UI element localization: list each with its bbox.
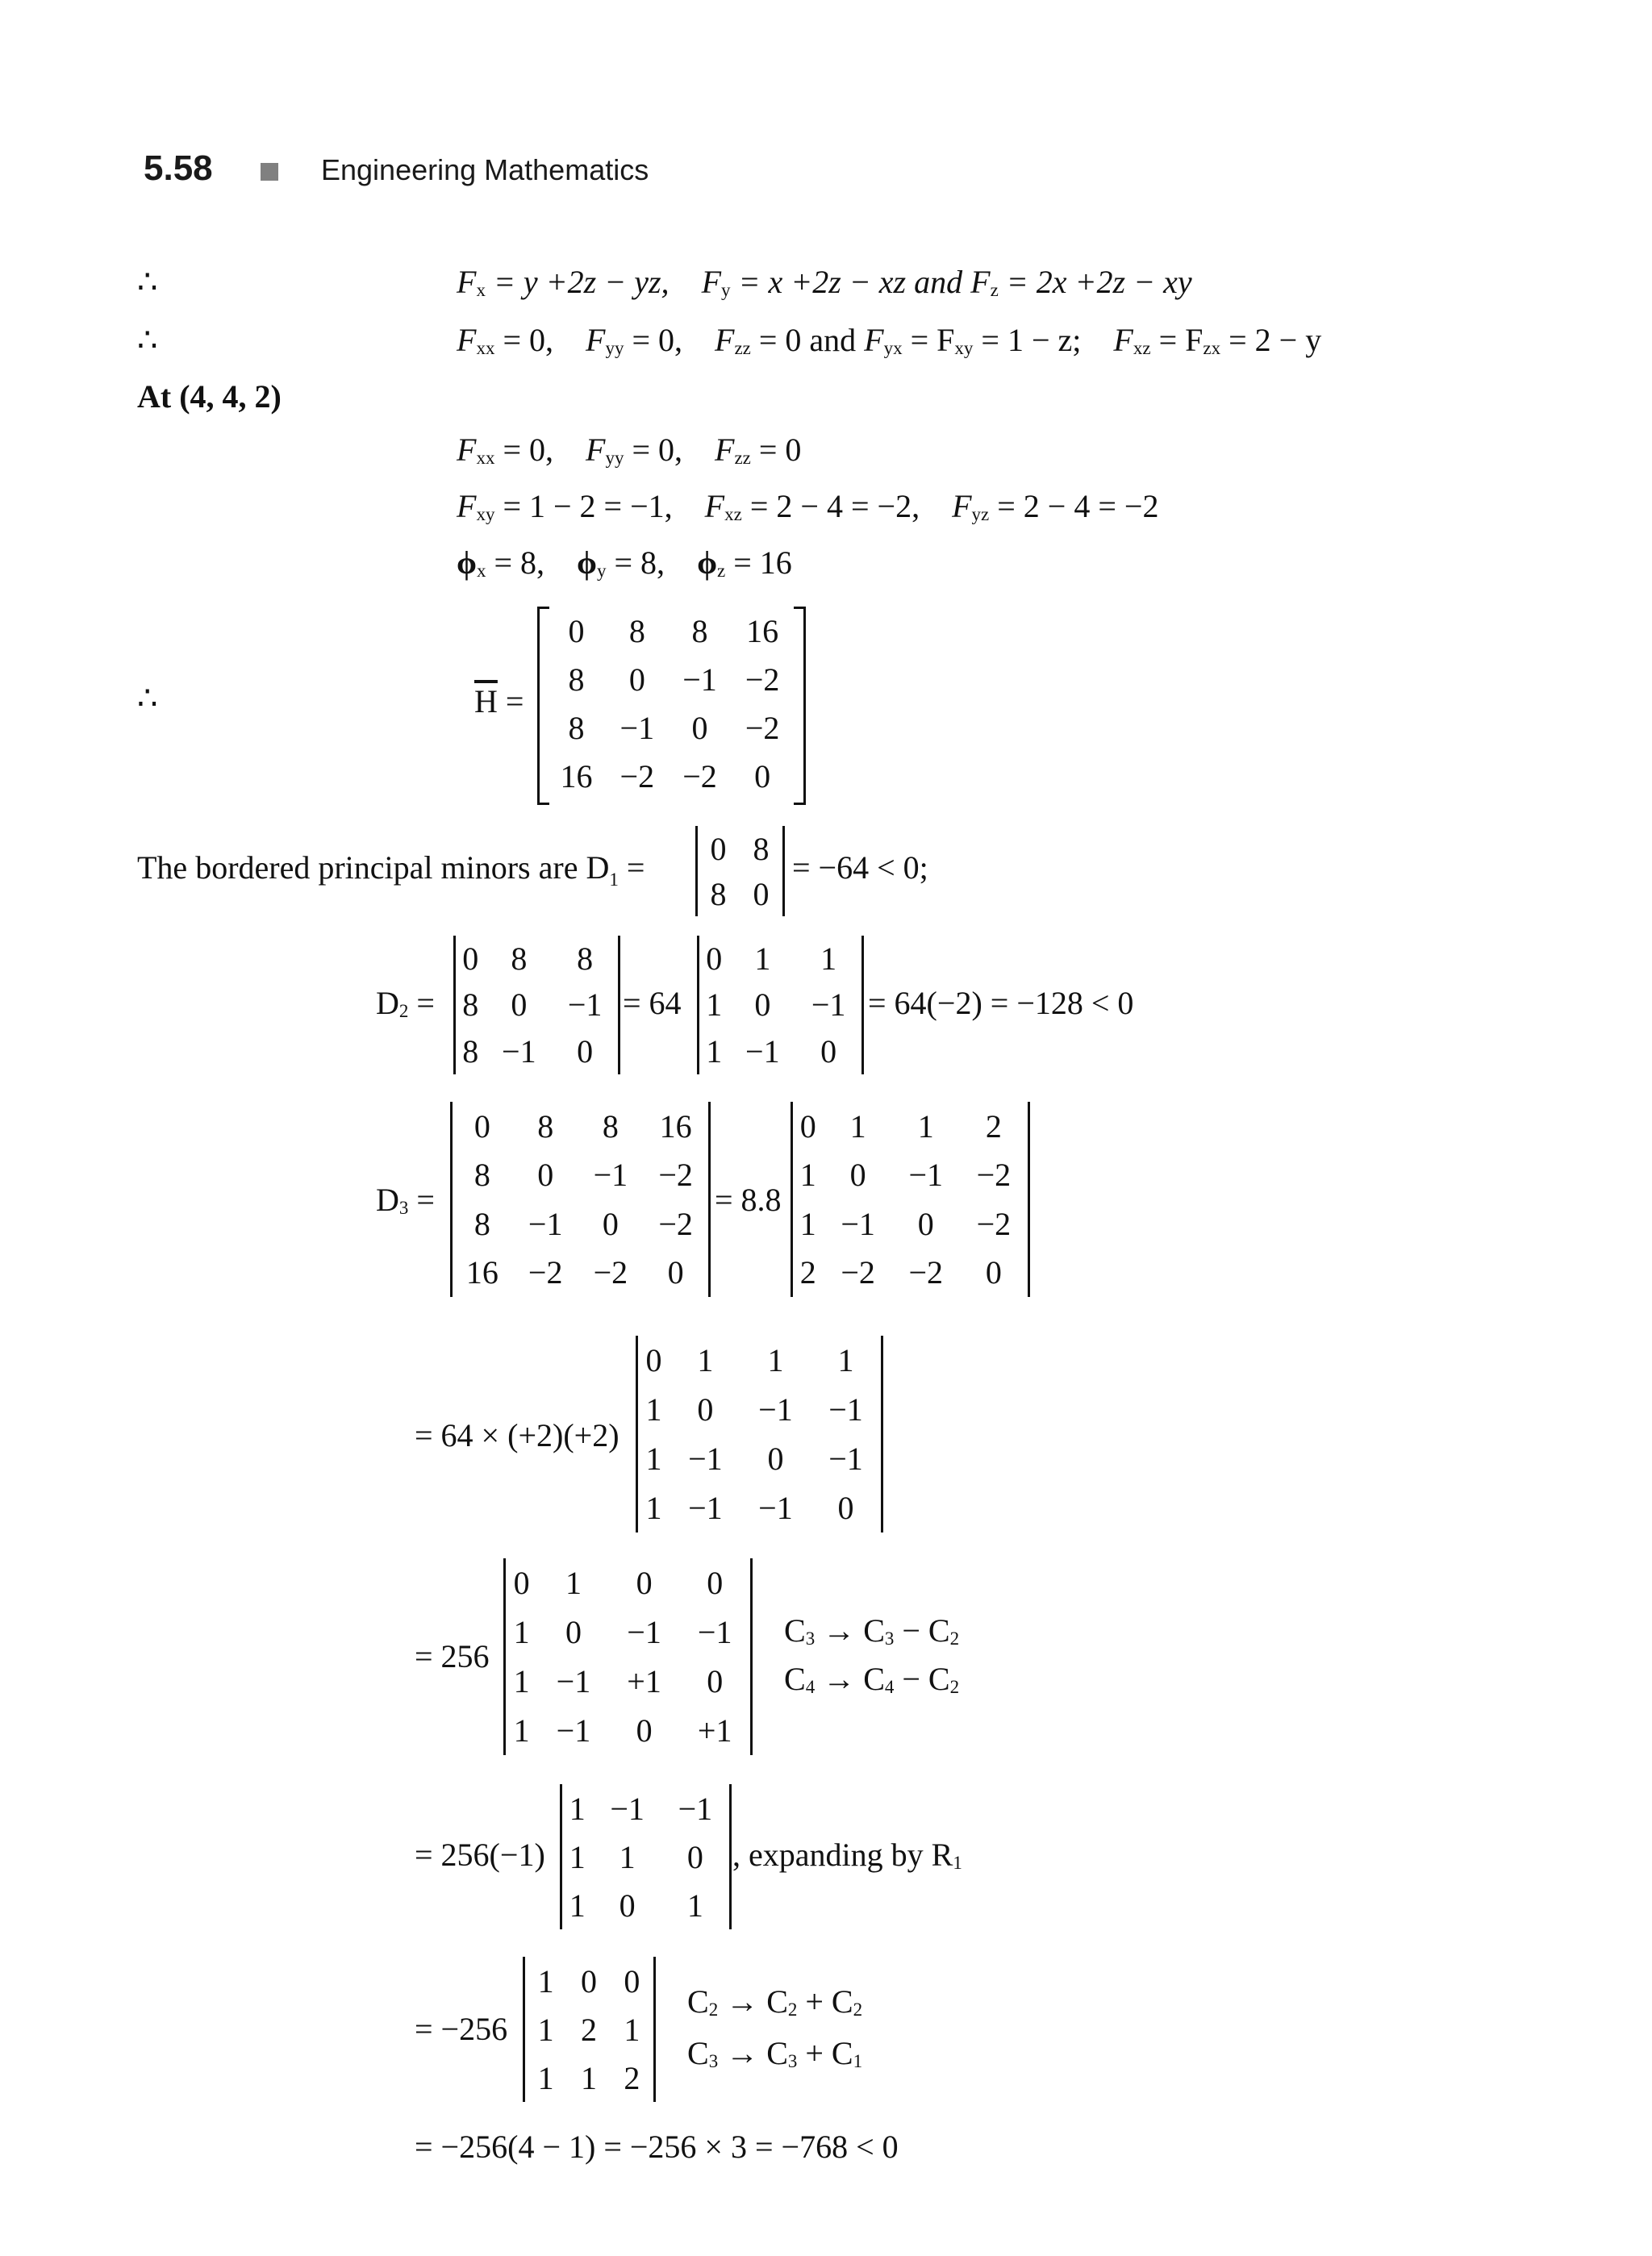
matrix-cell: 8 [628, 612, 645, 649]
matrix-cell: 0 [707, 1663, 724, 1699]
matrix-cell: 0 [568, 612, 585, 649]
matrix-row [547, 655, 794, 703]
matrix-cell: 8 [473, 1205, 490, 1242]
matrix-cell: 0 [462, 940, 479, 978]
matrix-cell: −2 [745, 661, 780, 698]
matrix-cell: −2 [528, 1254, 563, 1291]
matrix-row [455, 1028, 618, 1074]
matrix-cell: −2 [682, 757, 717, 794]
matrix-cell: 1 [706, 1032, 723, 1070]
matrix-cell: 0 [767, 1441, 784, 1477]
matrix-row [699, 982, 861, 1028]
matrix-cell: 1 [799, 1157, 816, 1194]
matrix-cell: 1 [820, 940, 837, 978]
matrix-cell: −1 [556, 1663, 591, 1699]
at-line-2: $F_{xy} = 1 - 2 = -1$, $F_{xz} = 2 - 4 = -2$, $F_{yz} = 2 - 4 = -2$ [457, 488, 1159, 524]
d2-result: = 64(−2) = −128 < 0 [868, 985, 1134, 1021]
matrix-cell: 2 [624, 2059, 640, 2096]
step2-op-1: $C_3 \to C_3 - C_2$ [784, 1612, 960, 1649]
matrix-cell: 0 [628, 661, 645, 698]
matrix-cell: 2 [580, 2011, 597, 2048]
matrix-cell: −1 [678, 1790, 713, 1827]
matrix-cell: −1 [828, 1441, 863, 1477]
matrix-cell: −2 [658, 1157, 693, 1194]
matrix-cell: 0 [799, 1107, 816, 1145]
det-d3b-right-bar [1028, 1102, 1030, 1297]
matrix-cell: 1 [849, 1107, 866, 1145]
matrix-row [547, 703, 794, 752]
matrix-cell: 8 [537, 1107, 554, 1145]
at-line-1: $F_{xx} = 0$, $F_{yy} = 0$, $F_{zz} = 0$ [457, 432, 802, 468]
matrix-cell: 0 [985, 1254, 1002, 1291]
matrix-cell: 8 [577, 940, 594, 978]
matrix-cell: 8 [462, 986, 479, 1024]
step4-op-1: $C_2 \to C_2 + C_2$ [687, 1983, 863, 2020]
matrix-cell: 1 [706, 986, 723, 1024]
det-d2b-right-bar [861, 936, 864, 1074]
matrix-cell: 1 [697, 1342, 714, 1378]
matrix-row [455, 936, 618, 982]
step1-factor: = 64 × (+2)(+2) [415, 1417, 620, 1453]
matrix-cell: −2 [841, 1254, 875, 1291]
header-square-icon [261, 163, 278, 181]
matrix-cell: 0 [754, 986, 771, 1024]
matrix-cell: +1 [697, 1712, 732, 1749]
matrix-cell: 0 [710, 830, 727, 867]
matrix-cell: 0 [754, 757, 771, 794]
therefore-symbol-1: ∴ [137, 264, 158, 300]
matrix-row [637, 1483, 881, 1532]
matrix-cell: 0 [577, 1032, 594, 1070]
matrix-row [452, 1199, 708, 1249]
matrix-cell: −1 [697, 1614, 732, 1650]
matrix-row [792, 1249, 1028, 1298]
det-s4 [524, 1957, 653, 2102]
matrix-row [547, 752, 794, 800]
matrix-cell: −2 [620, 757, 655, 794]
matrix-cell: 0 [602, 1205, 619, 1242]
d3-label: $D_3$ = [376, 1182, 435, 1218]
matrix-cell: 2 [799, 1254, 816, 1291]
matrix-cell: 1 [569, 1887, 586, 1924]
matrix-row [455, 982, 618, 1028]
matrix-cell: 8 [462, 1032, 479, 1070]
h-bar-label: $\overline{H}$ = [474, 683, 524, 719]
matrix-cell: 0 [619, 1887, 636, 1924]
book-title: Engineering Mathematics [321, 153, 649, 186]
matrix-cell: −1 [841, 1205, 875, 1242]
matrix-cell: 1 [799, 1205, 816, 1242]
matrix-cell: 1 [754, 940, 771, 978]
step4-factor: = −256 [415, 2011, 508, 2047]
matrix-cell: 0 [537, 1157, 554, 1194]
matrix-cell: −1 [610, 1790, 645, 1827]
det-d2b [699, 936, 861, 1074]
matrix-cell: 0 [667, 1254, 684, 1291]
matrix-cell: 8 [568, 709, 585, 746]
matrix-row [547, 607, 794, 655]
matrix-cell: 2 [985, 1107, 1002, 1145]
matrix-cell: 0 [686, 1838, 703, 1875]
matrix-row [792, 1151, 1028, 1200]
matrix-cell: 16 [465, 1254, 499, 1291]
matrix-cell: 0 [565, 1614, 582, 1650]
second-partials-line: $F_{xx} = 0$, $F_{yy} = 0$, $F_{zz} = 0$ and $F_{yx} = F_{xy} = 1 - z$; $F_{xz} = F_{zx} = 2 - y$ [457, 322, 1322, 358]
matrix-row [561, 1833, 729, 1881]
matrix-h [547, 607, 794, 800]
matrix-cell: 8 [710, 875, 727, 912]
matrix-cell: 1 [837, 1342, 854, 1378]
matrix-cell: 8 [602, 1107, 619, 1145]
matrix-cell: 1 [513, 1663, 530, 1699]
therefore-symbol-3: ∴ [137, 680, 158, 716]
at-point-heading: At (4, 4, 2) [137, 378, 282, 415]
matrix-cell: −1 [688, 1441, 723, 1477]
matrix-cell: −2 [976, 1157, 1012, 1194]
det-s1-right-bar [881, 1336, 883, 1532]
matrix-cell: −1 [620, 709, 655, 746]
matrix-row [452, 1102, 708, 1151]
matrix-cell: 16 [659, 1107, 692, 1145]
matrix-row [699, 936, 861, 982]
matrix-cell: 8 [473, 1157, 490, 1194]
matrix-row [561, 1881, 729, 1929]
step2-factor: = 256 [415, 1638, 490, 1674]
det-d3a-right-bar [708, 1102, 711, 1297]
matrix-cell: 1 [513, 1614, 530, 1650]
det-s2 [505, 1558, 750, 1755]
therefore-symbol-2: ∴ [137, 322, 158, 358]
matrix-cell: −1 [528, 1205, 563, 1242]
matrix-cell: −1 [758, 1391, 793, 1428]
matrix-row [699, 1028, 861, 1074]
matrix-row [637, 1434, 881, 1483]
matrix-row [637, 1385, 881, 1434]
matrix-cell: 1 [537, 1962, 554, 2000]
matrix-cell: 1 [569, 1838, 586, 1875]
d2-factor: = 64 [623, 985, 682, 1021]
matrix-cell: 1 [569, 1790, 586, 1827]
matrix-row [637, 1336, 881, 1385]
matrix-cell: −1 [745, 1032, 780, 1070]
matrix-cell: 0 [473, 1107, 490, 1145]
matrix-cell: −1 [627, 1614, 661, 1650]
matrix-cell: −2 [658, 1205, 693, 1242]
matrix-cell: 1 [767, 1342, 784, 1378]
matrix-cell: 0 [691, 709, 708, 746]
matrix-cell: 16 [560, 757, 593, 794]
matrix-cell: 0 [645, 1342, 662, 1378]
matrix-row [524, 1957, 653, 2005]
det-d1-right-bar [782, 826, 785, 916]
matrix-cell: 8 [511, 940, 528, 978]
matrix-cell: 1 [537, 2011, 554, 2048]
det-s3 [561, 1784, 729, 1929]
page-number: 5.58 [144, 148, 213, 188]
matrix-cell: 1 [645, 1490, 662, 1526]
matrix-row [452, 1151, 708, 1200]
matrix-cell: −1 [758, 1490, 793, 1526]
matrix-cell: 0 [707, 1565, 724, 1601]
matrix-row [792, 1199, 1028, 1249]
det-d1 [697, 826, 782, 916]
matrix-row [524, 2054, 653, 2102]
matrix-cell: −2 [976, 1205, 1012, 1242]
matrix-cell: 0 [917, 1205, 934, 1242]
step3-factor: = 256(−1) [415, 1837, 545, 1873]
matrix-cell: 0 [513, 1565, 530, 1601]
matrix-row [505, 1706, 750, 1755]
det-d3a [452, 1102, 708, 1297]
d2-label: $D_2$ = [376, 985, 435, 1021]
det-s1 [637, 1336, 881, 1532]
matrix-cell: −1 [593, 1157, 628, 1194]
matrix-cell: 1 [917, 1107, 934, 1145]
matrix-cell: 0 [511, 986, 528, 1024]
matrix-cell: 0 [624, 1962, 640, 2000]
matrix-cell: 1 [645, 1441, 662, 1477]
matrix-cell: −1 [567, 986, 603, 1024]
matrix-cell: 0 [706, 940, 723, 978]
matrix-cell: 1 [537, 2059, 554, 2096]
matrix-cell: 0 [697, 1391, 714, 1428]
matrix-cell: 1 [565, 1565, 582, 1601]
matrix-row [792, 1102, 1028, 1151]
matrix-cell: 1 [624, 2011, 640, 2048]
matrix-cell: 16 [746, 612, 779, 649]
matrix-cell: −1 [556, 1712, 591, 1749]
matrix-cell: 8 [753, 830, 770, 867]
matrix-row [697, 871, 782, 916]
matrix-cell: −1 [502, 1032, 536, 1070]
d1-result: = −64 < 0; [792, 849, 928, 886]
first-partials-line: $F_x = y +2z$ − yz, $F_y = x +2z$ − xz and $F_z = 2x +2z$ − xy [457, 264, 1192, 300]
matrix-row [524, 2005, 653, 2054]
matrix-cell: −2 [745, 709, 780, 746]
det-s2-right-bar [750, 1558, 753, 1755]
matrix-row [452, 1249, 708, 1298]
bordered-intro-text: The bordered principal minors are $D_1$ = [137, 849, 645, 890]
d3-factor: = 8.8 [715, 1182, 782, 1218]
matrix-cell: 0 [837, 1490, 854, 1526]
matrix-cell: 1 [619, 1838, 636, 1875]
matrix-cell: 1 [686, 1887, 703, 1924]
matrix-row [561, 1784, 729, 1833]
step2-op-2: $C_4 \to C_4 - C_2$ [784, 1661, 960, 1697]
matrix-cell: 0 [580, 1962, 597, 2000]
step3-note: , expanding by $R_1$ [732, 1837, 962, 1873]
matrix-cell: 0 [636, 1565, 653, 1601]
det-d2a-right-bar [618, 936, 620, 1074]
matrix-row [505, 1558, 750, 1608]
matrix-row [697, 826, 782, 871]
matrix-cell: 0 [753, 875, 770, 912]
det-d3b [792, 1102, 1028, 1297]
matrix-cell: −1 [811, 986, 846, 1024]
step4-op-2: $C_3 \to C_3 + C_1$ [687, 2035, 863, 2071]
matrix-cell: 8 [568, 661, 585, 698]
matrix-cell: −1 [688, 1490, 723, 1526]
matrix-cell: 0 [820, 1032, 837, 1070]
matrix-cell: +1 [627, 1663, 661, 1699]
matrix-cell: −1 [682, 661, 717, 698]
matrix-row [505, 1608, 750, 1657]
matrix-cell: −1 [828, 1391, 863, 1428]
at-line-3: $\phi_x = 8$, $\phi_y = 8$, $\phi_z = 16$ [457, 544, 792, 581]
matrix-cell: −1 [908, 1157, 944, 1194]
matrix-cell: 1 [580, 2059, 597, 2096]
matrix-cell: 0 [636, 1712, 653, 1749]
matrix-h-right-bracket [794, 607, 806, 805]
det-s3-right-bar [729, 1784, 732, 1929]
matrix-cell: −2 [908, 1254, 944, 1291]
det-s4-right-bar [653, 1957, 656, 2102]
matrix-cell: 1 [513, 1712, 530, 1749]
matrix-cell: 0 [849, 1157, 866, 1194]
matrix-cell: −2 [593, 1254, 628, 1291]
matrix-cell: 8 [691, 612, 708, 649]
det-d2a [455, 936, 618, 1074]
matrix-cell: 1 [645, 1391, 662, 1428]
matrix-row [505, 1657, 750, 1706]
final-result: = −256(4 − 1) = −256 × 3 = −768 < 0 [415, 2129, 899, 2165]
